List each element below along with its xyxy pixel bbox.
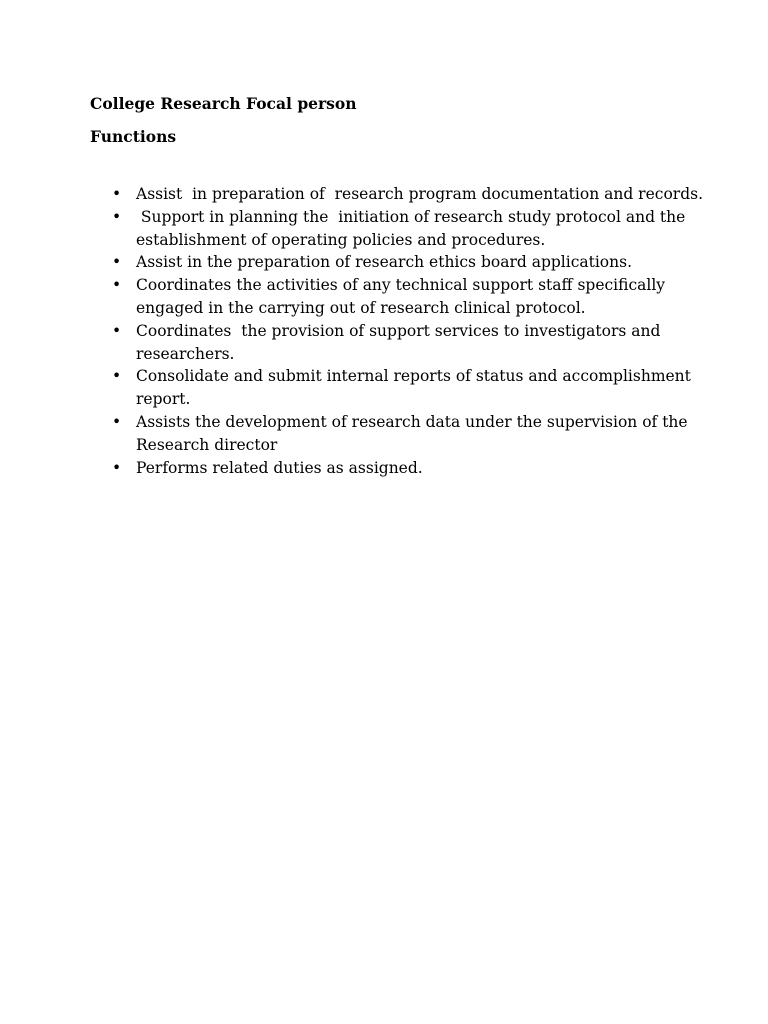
functions-list [0,183,768,479]
list-item-text: engaged in the carrying out of research clinical protocol. [136,298,586,317]
list-item [0,320,768,366]
list-item [0,206,768,252]
document-title: College Research Focal person [90,94,357,113]
list-item-text: Performs related duties as assigned. [136,458,423,477]
bullet-icon: • [112,276,122,295]
section-heading: Functions [90,127,177,146]
list-item-text: Assist in preparation of research program documentation and records. [136,185,703,203]
list-item [0,274,768,320]
bullet-icon: • [112,185,122,203]
list-item [0,251,768,274]
list-item-text: researchers. [136,344,235,363]
bullet-icon: • [112,207,122,226]
list-item [0,365,768,411]
list-item [0,457,768,480]
bullet-icon: • [112,367,122,386]
list-item-text: report. [136,390,191,409]
bullet-icon: • [112,458,122,477]
bullet-icon: • [112,412,122,431]
list-item [0,411,768,457]
list-item-text: Assist in the preparation of research ethics board applications. [136,253,632,272]
bullet-icon: • [112,321,122,340]
list-item-text: establishment of operating policies and procedures. [136,230,546,249]
list-item-text: Consolidate and submit internal reports of status and accomplishment [136,367,691,386]
list-item-text: Research director [136,435,278,454]
list-item-text: Assists the development of research data under the supervision of the [136,412,688,431]
list-item [0,183,768,206]
bullet-icon: • [112,253,122,272]
list-item-text: Coordinates the activities of any technical support staff specifically [136,276,666,295]
list-item-text: Support in planning the initiation of research study protocol and the [136,207,686,226]
list-item-text: Coordinates the provision of support services to investigators and [136,321,661,340]
